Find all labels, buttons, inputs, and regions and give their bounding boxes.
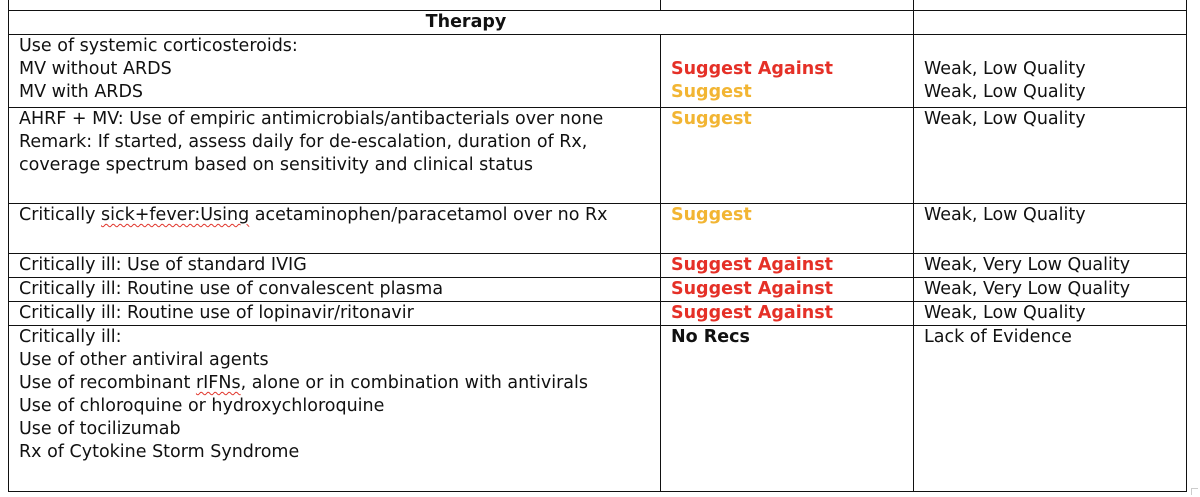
strength-label: Weak, Very Low Quality	[924, 279, 1131, 299]
strength-cell	[914, 326, 1187, 492]
recommendation-label: Suggest Against	[671, 255, 833, 275]
table-row	[9, 204, 1187, 254]
table-row	[9, 302, 1187, 326]
strength-label: Weak, Low Quality	[924, 109, 1086, 129]
page-corner-mark	[1191, 488, 1198, 495]
strength-label: Weak, Low Quality	[924, 59, 1086, 79]
table-row	[9, 326, 1187, 492]
cut-off-cell	[9, 0, 661, 11]
recommendation-label: Suggest Against	[671, 59, 833, 79]
statement-cell	[9, 35, 661, 108]
recommendation-cell	[661, 35, 914, 108]
recommendation-label: Suggest	[671, 82, 752, 102]
strength-label: Weak, Low Quality	[924, 82, 1086, 102]
statement-text: Critically ill: Routine use of lopinavir/ritonavir	[19, 303, 414, 323]
statement-text: AHRF + MV: Use of empiric antimicrobials/antibacterials over none	[19, 109, 604, 129]
statement-cell	[9, 302, 661, 326]
recommendation-label: No Recs	[671, 327, 750, 347]
table-row	[9, 254, 1187, 278]
section-header: Therapy	[9, 11, 914, 35]
spellcheck-flagged-word: sick+fever:Using	[101, 205, 250, 225]
strength-spacer	[924, 35, 1186, 58]
recommendation-cell	[661, 204, 914, 254]
statement-line: MV without ARDS	[19, 59, 172, 79]
statement-cell	[9, 278, 661, 302]
statement-text: Critically sick+fever:Using acetaminophen/paracetamol over no Rx	[19, 205, 608, 225]
table-row	[9, 108, 1187, 204]
section-header-row	[9, 11, 1187, 35]
strength-cell	[914, 108, 1187, 204]
recommendation-cell	[661, 278, 914, 302]
statement-text: Critically ill: Use of standard IVIG	[19, 255, 307, 275]
recommendation-label: Suggest Against	[671, 303, 833, 323]
statement-line: Rx of Cytokine Storm Syndrome	[19, 442, 300, 462]
statement-line: Critically ill:	[19, 327, 122, 347]
strength-label: Weak, Very Low Quality	[924, 255, 1131, 275]
strength-cell	[914, 278, 1187, 302]
strength-cell	[914, 302, 1187, 326]
recommendation-cell	[661, 254, 914, 278]
statement-line: Use of systemic corticosteroids:	[19, 36, 298, 56]
statement-cell	[9, 254, 661, 278]
statement-cell	[9, 108, 661, 204]
statement-line: Use of tocilizumab	[19, 419, 181, 439]
recommendation-label: Suggest Against	[671, 279, 833, 299]
statement-line: Use of chloroquine or hydroxychloroquine	[19, 396, 385, 416]
table-row-cut-off	[9, 0, 1187, 11]
statement-line: Use of other antiviral agents	[19, 350, 269, 370]
strength-cell	[914, 35, 1187, 108]
statement-line: MV with ARDS	[19, 82, 144, 102]
spellcheck-flagged-word: rIFNs	[195, 373, 241, 393]
strength-label: Lack of Evidence	[924, 327, 1072, 347]
recommendation-cell	[661, 302, 914, 326]
table-row	[9, 278, 1187, 302]
statement-text: Critically ill: Routine use of convalescent plasma	[19, 279, 444, 299]
statement-cell	[9, 204, 661, 254]
strength-cell	[914, 254, 1187, 278]
table-row	[9, 35, 1187, 108]
recommendations-table	[8, 0, 1187, 492]
strength-label: Weak, Low Quality	[924, 205, 1086, 225]
remark-text: Remark: If started, assess daily for de-escalation, duration of Rx, coverage spectrum based on sensitivity and clinical status	[19, 132, 588, 175]
strength-label: Weak, Low Quality	[924, 303, 1086, 323]
recommendation-label: Suggest	[671, 109, 752, 129]
statement-line: Use of recombinant rIFNs, alone or in combination with antivirals	[19, 373, 589, 393]
recommendation-label: Suggest	[671, 205, 752, 225]
statement-cell	[9, 326, 661, 492]
strength-cell	[914, 204, 1187, 254]
recommendation-spacer	[671, 35, 913, 58]
recommendation-cell	[661, 326, 914, 492]
recommendation-cell	[661, 108, 914, 204]
